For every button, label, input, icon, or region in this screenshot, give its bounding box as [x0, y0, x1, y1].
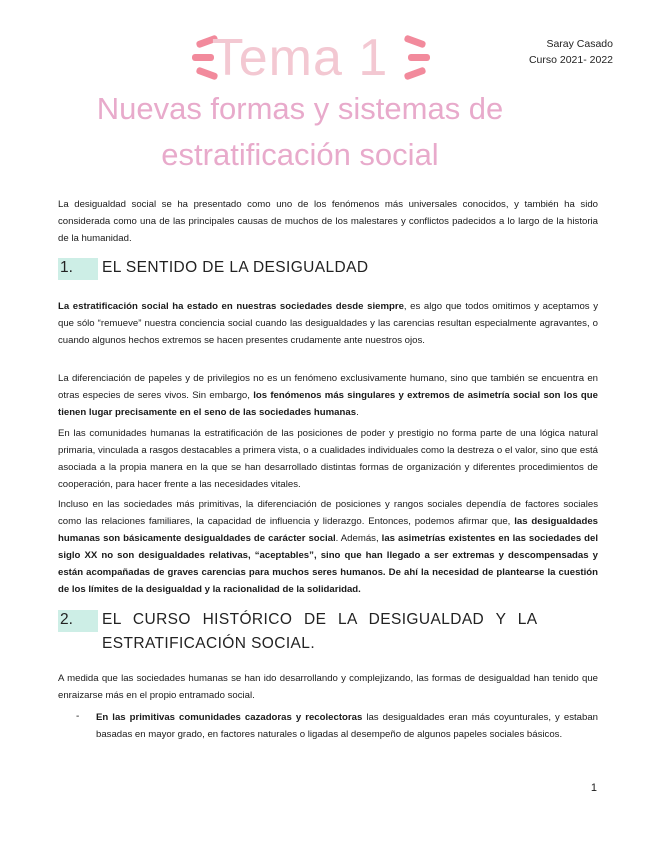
emphasis: La estratificación social ha estado en nuestras sociedades desde siempre: [58, 301, 404, 312]
page-number: 1: [590, 782, 597, 794]
page-title: Tema 1: [211, 29, 389, 87]
emphasis: las asimetrías existentes en las sociedades del siglo XX no son desigualdades relativas, “aceptables”, sino que han llegado a ser extremas y descompensadas y están acompañadas de graves carencias para muchos seres humanos. De ahí la necesidad de plantearse la cuestión de los límites de la desigualdad y la racionalidad de la solidaridad.: [58, 533, 599, 595]
emphasis: las desigualdades humanas son básicamente desigualdades de carácter social: [58, 516, 598, 544]
emphasis: los fenómenos más singulares y extremos de asimetría social son los que tienen lugar precisamente en el seno de las sociedades humanas: [58, 390, 598, 418]
subtitle-line-2: estratificación social: [161, 137, 439, 172]
section-1-paragraph-1: [58, 298, 598, 349]
text: .: [356, 407, 359, 418]
text: . Además,: [335, 533, 382, 544]
section-2-bullet-1: [96, 709, 598, 743]
text: las desigualdades eran más coyunturales, y estaban basadas en mayor grado, en factores naturales o ligadas al desempeño de algunos papeles sociales básicos.: [96, 712, 599, 740]
section-1-paragraph-3: En las comunidades humanas la estratificación de las posiciones de poder y prestigio no forma parte de una lógica natural primaria, vinculada a rasgos destacables a primera vista, o a cualidades individuales como la destreza o el valor, sino que está asociada a la propia manera en la que se han desarrollado distintas formas de organización y diferentes procedimientos de cooperación, para hacer frente a las necesidades vitales.: [58, 428, 598, 490]
subtitle-line-1: Nuevas formas y sistemas de: [96, 91, 504, 126]
text: La diferenciación de papeles y de privilegios no es un fenómeno exclusivamente humano, sino que también se encuentra en otras especies de seres vivos. Sin embargo,: [58, 373, 598, 401]
section-title: EL SENTIDO DE LA DESIGUALDAD: [102, 259, 369, 276]
author-name: Saray Casado: [546, 38, 613, 50]
course-label: Curso 2021- 2022: [528, 54, 613, 66]
section-number: 1.: [60, 259, 73, 276]
section-2-heading: [58, 608, 598, 656]
text: Incluso en las sociedades más primitivas, la diferenciación de posiciones y rangos sociales dependía de factores sociales como las relaciones familiares, la capacidad de influencia y liderazgo. Entonces, podemos afirmar que,: [58, 499, 598, 527]
section-title-line-2: ESTRATIFICACIÓN SOCIAL.: [102, 635, 316, 652]
section-title-line-1: EL CURSO HISTÓRICO DE LA DESIGUALDAD Y LA: [102, 611, 538, 628]
section-1-paragraph-2: [58, 370, 598, 421]
text: , es algo que todos omitimos y aceptamos y que sólo “remueve” nuestra conciencia social cuando las desigualdades y las carencias resultan especialmente agravantes, o cuando algunos hechos extremos se hacen presentes crudamente ante nuestros ojos.: [58, 301, 598, 346]
page-subtitle: [60, 86, 540, 178]
section-1-paragraph-4: [58, 496, 598, 598]
section-2-paragraph-1: A medida que las sociedades humanas se han ido desarrollando y complejizando, las formas de desigualdad han tenido que enraizarse más en el propio entramado social.: [58, 673, 598, 701]
intro-paragraph: La desigualdad social se ha presentado como uno de los fenómenos más universales conocidos, y también ha sido considerada como una de las principales causas de muchos de los malestares y conflictos padecidos a lo largo de la historia de la humanidad.: [58, 199, 598, 244]
emphasis: En las primitivas comunidades cazadoras y recolectoras: [96, 712, 363, 723]
section-number: 2.: [60, 611, 73, 628]
bullet-dash: -: [76, 711, 80, 722]
